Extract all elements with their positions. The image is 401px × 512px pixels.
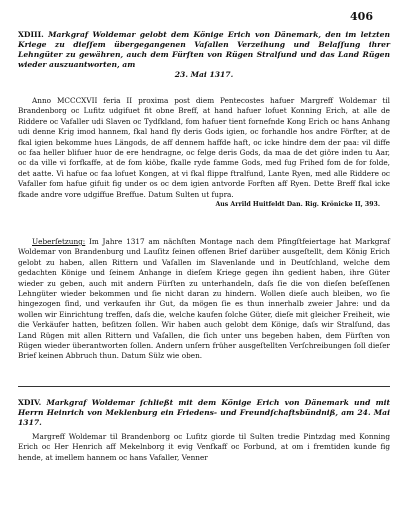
translation-text: Im Jahre 1317 am nächſten Montage nach dem Pfingſtfeiertage hat Markgraf Woldemar von Brandenburg und Lauſitz ſeinen offenen Brief darüber ausgeſtellt, dem König Erich gelobt zu haben, allen Rittern und Vaſallen im Slavenlande und in Deutſchland, welche dem gedachten Könige und ſeinem Anhange in dieſem Kriege gegen ihn gedient haben, ihre Güter wieder zu geben, auch mit andern Fürſten zu unterhandeln, daſs ſie die von dieſen beſeſſenen Lehngüter wieder bekommen und ſie nicht daran zu hindern. Wollen dieſe auch bleiben, wo ſie hingezogen ſind, und verkaufen ihr Gut, da mögen ſie es thun innerhalb zweier Jahre: und da wollen wir Einrichtung treffen, daſs die, welche kaufen ſolche Güter, dieſe mit gleicher Freiheit, wie die Verkäufer hatten, beſitzen ſollen. Wir haben auch gelobt dem Könige, daſs wir Stralſund, das Land Rügen mit allen Rittern und Vaſallen, die ſich unter uns begeben haben, dem Fürſten von Rügen wieder überantworten ſollen. Andern unſern früher ausgeſtellten Verſchreibungen ſoll dieſer Brief keinen Abbruch thun. Datum Sülz wie oben. xyxy=(18,237,390,361)
doc2-number: XDIV. xyxy=(18,398,42,407)
doc1-date: 23. Mai 1317. xyxy=(174,70,234,79)
doc2-latin-block xyxy=(18,432,390,463)
doc1-latin-block xyxy=(18,96,390,208)
doc1-number: XDIII. xyxy=(18,30,44,39)
doc2-heading xyxy=(18,398,390,428)
doc1-translation xyxy=(18,237,390,362)
doc2-heading-text: Markgraf Woldemar ſchließt mit dem Könige Erich von Dänemark und mit Herrn Heinrich von Meklenburg ein Friedens- und Freundſchaftsbündniß, am 24. Mai 1317. xyxy=(18,398,390,427)
doc1-heading-text: Markgraf Woldemar gelobt dem Könige Erich von Dänemark, den im letzten Kriege zu dieſſem übergegangenen Vaſallen Verzeihung und Belaſſung ihrer Lehngüter zu gewähren, auch dem Fürſten von Rügen Stralſund und das Land Rügen wieder auszuantworten, am xyxy=(18,30,390,69)
doc1-heading-block xyxy=(18,30,390,80)
page-number: 406 xyxy=(350,10,373,23)
doc2-latin-text: Margreff Woldemar til Brandenborg oc Lufitz giorde til Sulten tredie Pintzdag med Konning Erich oc Her Henrich aff Mekelnborg it evig Venfkaff oc Forbund, at om i fremtiden kunde fig hende, at imellem hannem oc hans Vafaller, Venner xyxy=(18,432,390,462)
translation-label: Ueberſetzung: xyxy=(32,237,86,246)
doc1-latin-text: Anno MCCCXVII feria II proxima post diem Pentecostes hafuer Margreff Woldemar til Brandenborg oc Lufitz udgifuet fit obne Breff, at hand hafuer lofuet Konning Erich, at alle de Riddere oc Vafaller udi Slaven oc Tydfkland, fom hafuer tient fornefnde Kong Erich oc hans Anhang udi denne Krig imod hannem, fkal hand fly deris Gods igien, oc forhandle hos andre Förfter, at de fkal igien bekomme hues Längods, de aff dennem haffde haft, oc icke hindre dem der paa: vil diffe oc faa heller blifuer huor de ere hendragne, oc felge deris Gods, da maa de det giöre inden tu Aar, oc da ville vi forfkaffe, at de fom kiöbe, fkalle ryde famme Gods, med fug Frihed fom de for folde, det aatte. Vi hafue oc faa lofuet Kongen, at vi fkal flippe ftralfund, Lante Ryen, med alle Riddere oc Vafaller fom hafue gifuit fig under os oc dem igien antvorde Forften aff Ryen. Dette Breff fkal icke fkade andre vore udgiffue Breffue. Datum Sulten ut fupra. xyxy=(18,96,390,199)
doc2-heading-block xyxy=(18,398,390,428)
doc1-source: Aus Arrild Huitfeldt Dan. Rig. Krönicke II, 393. xyxy=(215,201,380,209)
section-divider xyxy=(18,386,390,387)
doc1-heading xyxy=(18,30,390,80)
doc1-translation-block xyxy=(18,237,390,362)
